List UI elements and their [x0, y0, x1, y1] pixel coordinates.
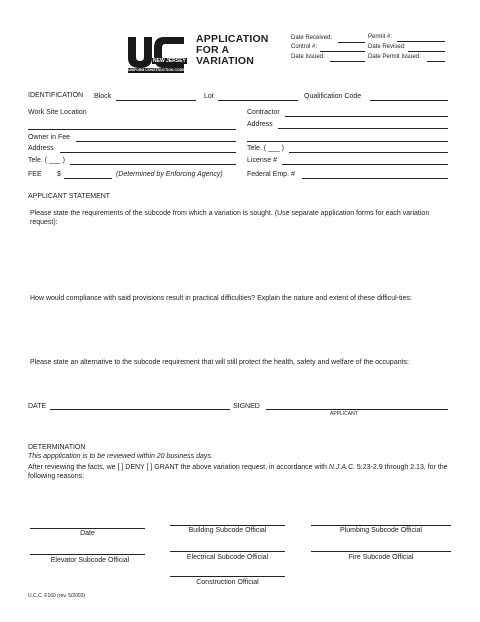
owner-tele-field[interactable]	[70, 164, 236, 165]
control-number-label: Control #:	[291, 44, 318, 50]
elevator-official-line[interactable]	[30, 554, 145, 555]
qualification-code-label: Qualification Code	[304, 93, 362, 100]
question-subcode-requirements: Please state the requirements of the subcode from which a variation is sought. (Use separate application forms for each variation request):	[30, 210, 430, 226]
contractor-tele-field[interactable]	[289, 152, 448, 153]
contractor-address-line-2[interactable]	[247, 141, 448, 142]
fire-official-label: Fire Subcode Official	[348, 554, 414, 561]
control-number-field[interactable]	[320, 51, 365, 52]
review-note: This appplication is to be reviewed within 20 business days.	[28, 453, 213, 460]
logo-caption: UNIFORM CONSTRUCTION CODE	[128, 68, 185, 72]
signature-field[interactable]	[266, 409, 448, 410]
date-signature-label: Date	[80, 530, 95, 537]
plumbing-official-line[interactable]	[311, 525, 451, 526]
fire-official-line[interactable]	[311, 551, 451, 552]
federal-emp-label: Federal Emp. #	[247, 171, 295, 178]
applicant-statement-heading: APPLICANT STATEMENT	[28, 193, 111, 200]
permit-number-label: Permit #:	[368, 34, 393, 40]
determination-heading: DETERMINATION	[28, 444, 86, 451]
fee-field[interactable]	[64, 178, 112, 179]
title-line-2: FOR A	[196, 44, 230, 56]
federal-emp-field[interactable]	[302, 178, 448, 179]
plumbing-official-label: Plumbing Subcode Official	[340, 527, 422, 534]
fee-note: (Determined by Enforcing Agency)	[116, 171, 223, 178]
identification-heading: IDENTIFICATION	[28, 92, 84, 99]
ucc-logo	[126, 35, 186, 73]
owner-address-field[interactable]	[60, 152, 236, 153]
fee-label: FEE	[28, 171, 42, 178]
date-permit-issued-label: Date Permit Issued:	[368, 54, 421, 60]
date-received-field[interactable]	[338, 42, 365, 43]
electrical-official-line[interactable]	[170, 551, 285, 552]
electrical-official-label: Electrical Subcode Official	[186, 554, 269, 561]
date-revised-label: Date Revised:	[368, 44, 406, 50]
signed-label: SIGNED	[233, 403, 260, 410]
license-field[interactable]	[282, 164, 448, 165]
building-official-line[interactable]	[170, 525, 285, 526]
question-practical-difficulties: How would compliance with said provisions result in practical difficulties? Explain the nature and extent of these difficul-ties:	[30, 295, 412, 302]
date-received-label: Date Received:	[291, 35, 333, 41]
determination-text-part2: 5:23-2.9 through 2.13, for the following reasons:	[28, 464, 448, 480]
block-field[interactable]	[116, 100, 196, 101]
logo-banner: NEW JERSEY	[153, 58, 186, 64]
question-alternative: Please state an alternative to the subcode requirement that will still protect the health, safety and welfare of the occupants:	[30, 359, 409, 366]
contractor-field[interactable]	[285, 116, 448, 117]
owner-label: Owner in Fee	[28, 134, 71, 141]
fee-dollar-sign: $	[57, 171, 61, 178]
contractor-label: Contractor	[247, 109, 280, 116]
date-signature-line[interactable]	[30, 528, 145, 529]
permit-number-field[interactable]	[397, 41, 445, 42]
qualification-code-field[interactable]	[370, 100, 448, 101]
block-label: Block	[94, 93, 112, 100]
title-line-1: APPLICATION	[196, 33, 269, 45]
contractor-tele-label: Tele. ( ___ )	[247, 145, 284, 152]
construction-official-line[interactable]	[170, 576, 285, 577]
title-line-3: VARIATION	[196, 55, 254, 67]
owner-tele-label: Tele. ( ___ )	[28, 157, 65, 164]
determination-text-ref: N.J.A.C.	[328, 464, 355, 471]
lot-label: Lot	[204, 93, 214, 100]
contractor-address-field[interactable]	[278, 128, 448, 129]
date-issued-field[interactable]	[330, 61, 365, 62]
date-label: DATE	[28, 403, 47, 410]
date-permit-issued-field[interactable]	[427, 61, 445, 62]
elevator-official-label: Elevator Subcode Official	[50, 557, 130, 564]
contractor-address-label: Address	[247, 121, 273, 128]
work-site-label: Work Site Location	[28, 109, 87, 116]
owner-field[interactable]	[76, 141, 236, 142]
date-revised-field[interactable]	[408, 51, 445, 52]
form-title	[196, 34, 269, 67]
determination-text	[28, 463, 454, 481]
work-site-field[interactable]	[28, 129, 236, 130]
license-label: License #	[247, 157, 277, 164]
lot-field[interactable]	[218, 100, 298, 101]
date-issued-label: Date Issued:	[291, 54, 325, 60]
form-number: U.C.C. F160 (rev. 5/2003)	[28, 593, 86, 599]
building-official-label: Building Subcode Official	[188, 527, 267, 534]
owner-address-label: Address	[28, 145, 54, 152]
determination-text-part1: After reviewing the facts, we [ ] DENY [ ] GRANT the above variation request, in accordance with	[28, 464, 329, 471]
construction-official-label: Construction Official	[196, 579, 259, 586]
applicant-caption: APPLICANT	[330, 411, 358, 417]
date-field[interactable]	[50, 409, 230, 410]
